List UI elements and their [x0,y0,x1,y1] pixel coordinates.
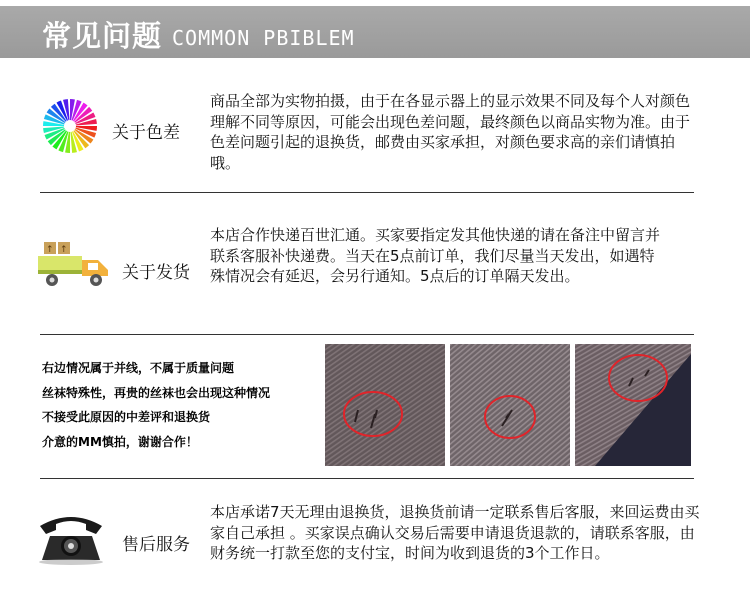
svg-text:↑: ↑ [60,245,68,255]
divider [40,478,694,479]
delivery-truck-icon [36,236,112,292]
section-text-shipping: 本店合作快递百世汇通。买家要指定发其他快递的请在备注中留言并联系客服补快递费。当天在5点前订单，我们尽量当天发出，如遇特殊情况会有延迟，会另行通知。5点后的订单隔天发出。 [210,226,661,285]
notice-line: 不接受此原因的中差评和退换货 [42,410,211,424]
page-header [0,0,750,58]
section-label-color: 关于色差 [112,123,180,143]
section-label-shipping: 关于发货 [122,263,190,283]
notice-line: 介意的MM慎拍，谢谢合作！ [42,434,198,449]
fabric-photo-3 [575,344,691,466]
divider [40,192,694,193]
notice-line: 丝袜特殊性，再贵的丝袜也会出现这种情况 [42,385,271,400]
svg-text:↑: ↑ [46,245,54,255]
section-label-after-sales: 售后服务 [122,535,190,555]
header-title-en: COMMON PBIBLEM [172,26,355,50]
notice-line: 右边情况属于并线，不属于质量问题 [42,361,235,375]
section-text-after-sales: 本店承诺7天无理由退换货，退换货前请一定联系售后客服，来回运费由买家自己承担 。买家误点确认交易后需要申请退货退款的，请联系客服，由财务统一打款至您的支付宝，时间为收到退货的3个工作日。 [210,503,700,562]
divider [40,334,694,335]
fabric-photo-2 [450,344,570,466]
color-wheel-icon [42,98,98,154]
color-wheel-center [66,122,74,130]
fabric-photo-1 [325,344,445,466]
section-text-color: 商品全部为实物拍摄，由于在各显示器上的显示效果不同及每个人对颜色理解不同等原因，可能会出现色差问题，最终颜色以商品实物为准。由于色差问题引起的退换货，邮费由买家承担，对颜色要求高的亲们请慎拍哦。 [210,92,691,172]
telephone-icon [36,508,106,566]
notice-text [42,356,324,454]
header-title-cn: 常见问题 [42,19,163,53]
